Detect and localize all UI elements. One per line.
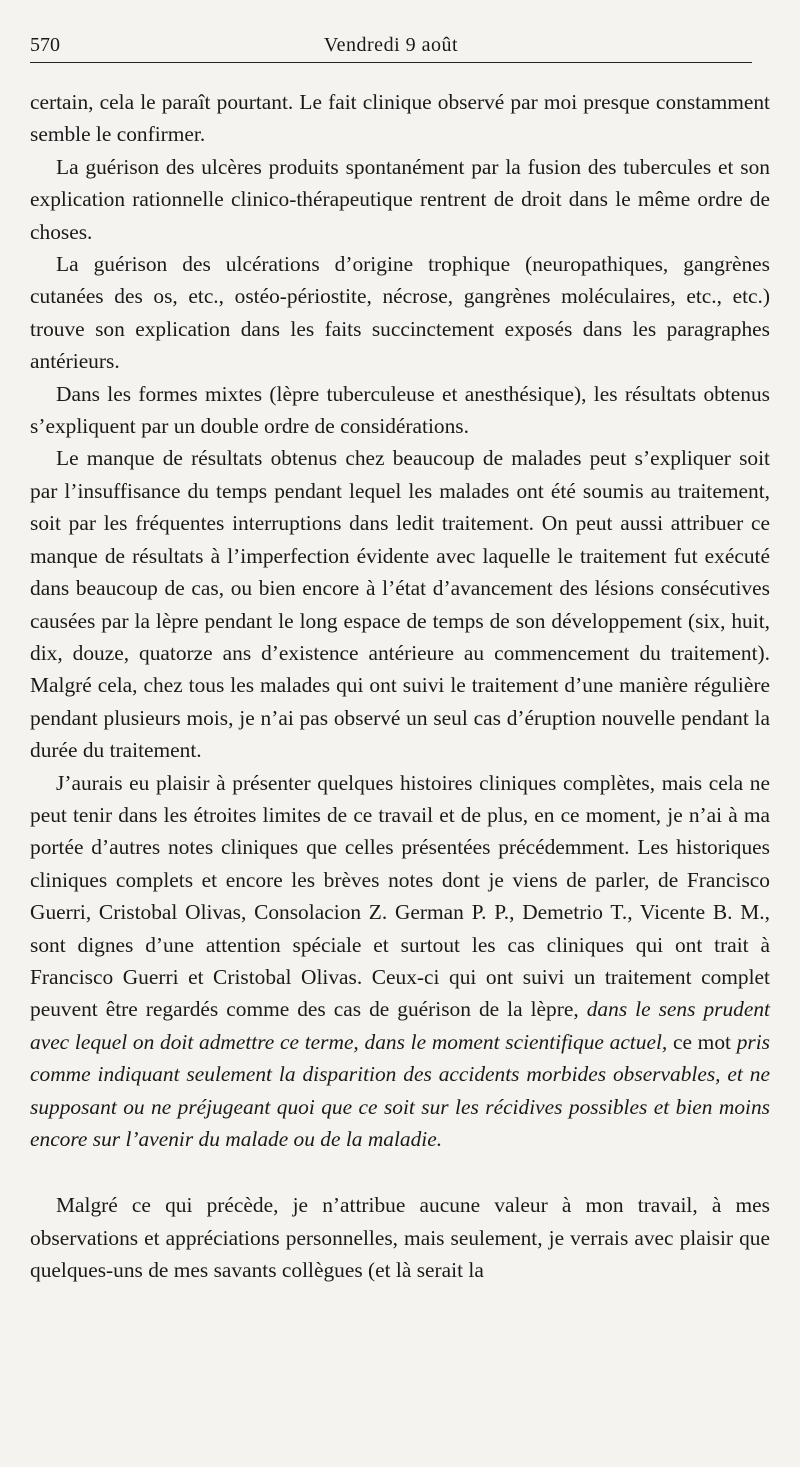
paragraph-text: ce mot <box>667 1029 737 1054</box>
page-number: 570 <box>30 34 60 56</box>
paragraph-with-italics <box>30 767 770 1156</box>
paragraph: La guérison des ulcérations d’origine trophique (neuropathiques, gangrènes cutanées des os, etc., ostéo-périostite, nécrose, gangrènes moléculaires, etc., etc.) trouve son explication dans les faits succinctement exposés dans les paragraphes antérieurs. <box>30 252 770 374</box>
paragraph: Le manque de résultats obtenus chez beaucoup de malades peut s’expliquer soit par l’insuffisance du temps pendant lequel les malades ont été soumis au traitement, soit par les fréquentes interruptions dans ledit traitement. On peut aussi attribuer ce manque de résultats à l’imperfection évidente avec laquelle le traitement fut exécuté dans beaucoup de cas, ou bien encore à l’état d’avancement des lésions consécutives causées par la lèpre pendant le long espace de temps de son développement (six, huit, dix, douze, quatorze ans d’existence antérieure au commencement du traitement). Malgré cela, chez tous les malades qui ont suivi le traitement d’une manière régulière pendant plusieurs mois, je n’ai pas observé un seul cas d’éruption nouvelle pendant la durée du traitement. <box>30 446 770 763</box>
italic-text: dans le sens prudent avec lequel on doit admettre ce terme, dans le moment scientifique actuel, <box>30 997 771 1054</box>
paragraph-continuation: certain, cela le paraît pourtant. Le fait clinique observé par moi presque constamment semble le confirmer. <box>30 90 770 147</box>
page-header <box>30 30 752 63</box>
paragraph: Dans les formes mixtes (lèpre tuberculeuse et anesthésique), les résultats obtenus s’expliquent par un double ordre de considérations. <box>30 381 770 439</box>
body-text <box>30 86 770 1287</box>
paragraph: La guérison des ulcères produits spontanément par la fusion des tubercules et son explication rationnelle clinico-thérapeutique rentrent de droit dans le même ordre de choses. <box>30 154 770 244</box>
paragraph: Malgré ce qui précède, je n’attribue aucune valeur à mon travail, à mes observations et appréciations personnelles, mais seulement, je verrais avec plaisir que quelques-uns de mes savants collègues (et là serait la <box>30 1193 770 1283</box>
italic-text: pris comme indiquant seulement la disparition des accidents morbides observables, et ne supposant ou ne préjugeant quoi que ce soit sur les récidives possibles et bien moins encore sur l’avenir du malade ou de la maladie. <box>30 1029 770 1151</box>
paragraph-text: J’aurais eu plaisir à présenter quelques histoires cliniques complètes, mais cela ne peut tenir dans les étroites limites de ce travail et de plus, en ce moment, je n’ai à ma portée d’autres notes cliniques que celles présentées précédemment. Les historiques cliniques complets et encore les brèves notes dont je viens de parler, de Francisco Guerri, Cristobal Olivas, Consolacion Z. German P. P., Demetrio T., Vicente B. M., sont dignes d’une attention spéciale et surtout les cas cliniques qui ont trait à Francisco Guerri et Cristobal Olivas. Ceux-ci qui ont suivi un traitement complet peuvent être regardés comme des cas de guérison de la lèpre, <box>30 770 770 1022</box>
running-title: Vendredi 9 août <box>323 34 459 56</box>
